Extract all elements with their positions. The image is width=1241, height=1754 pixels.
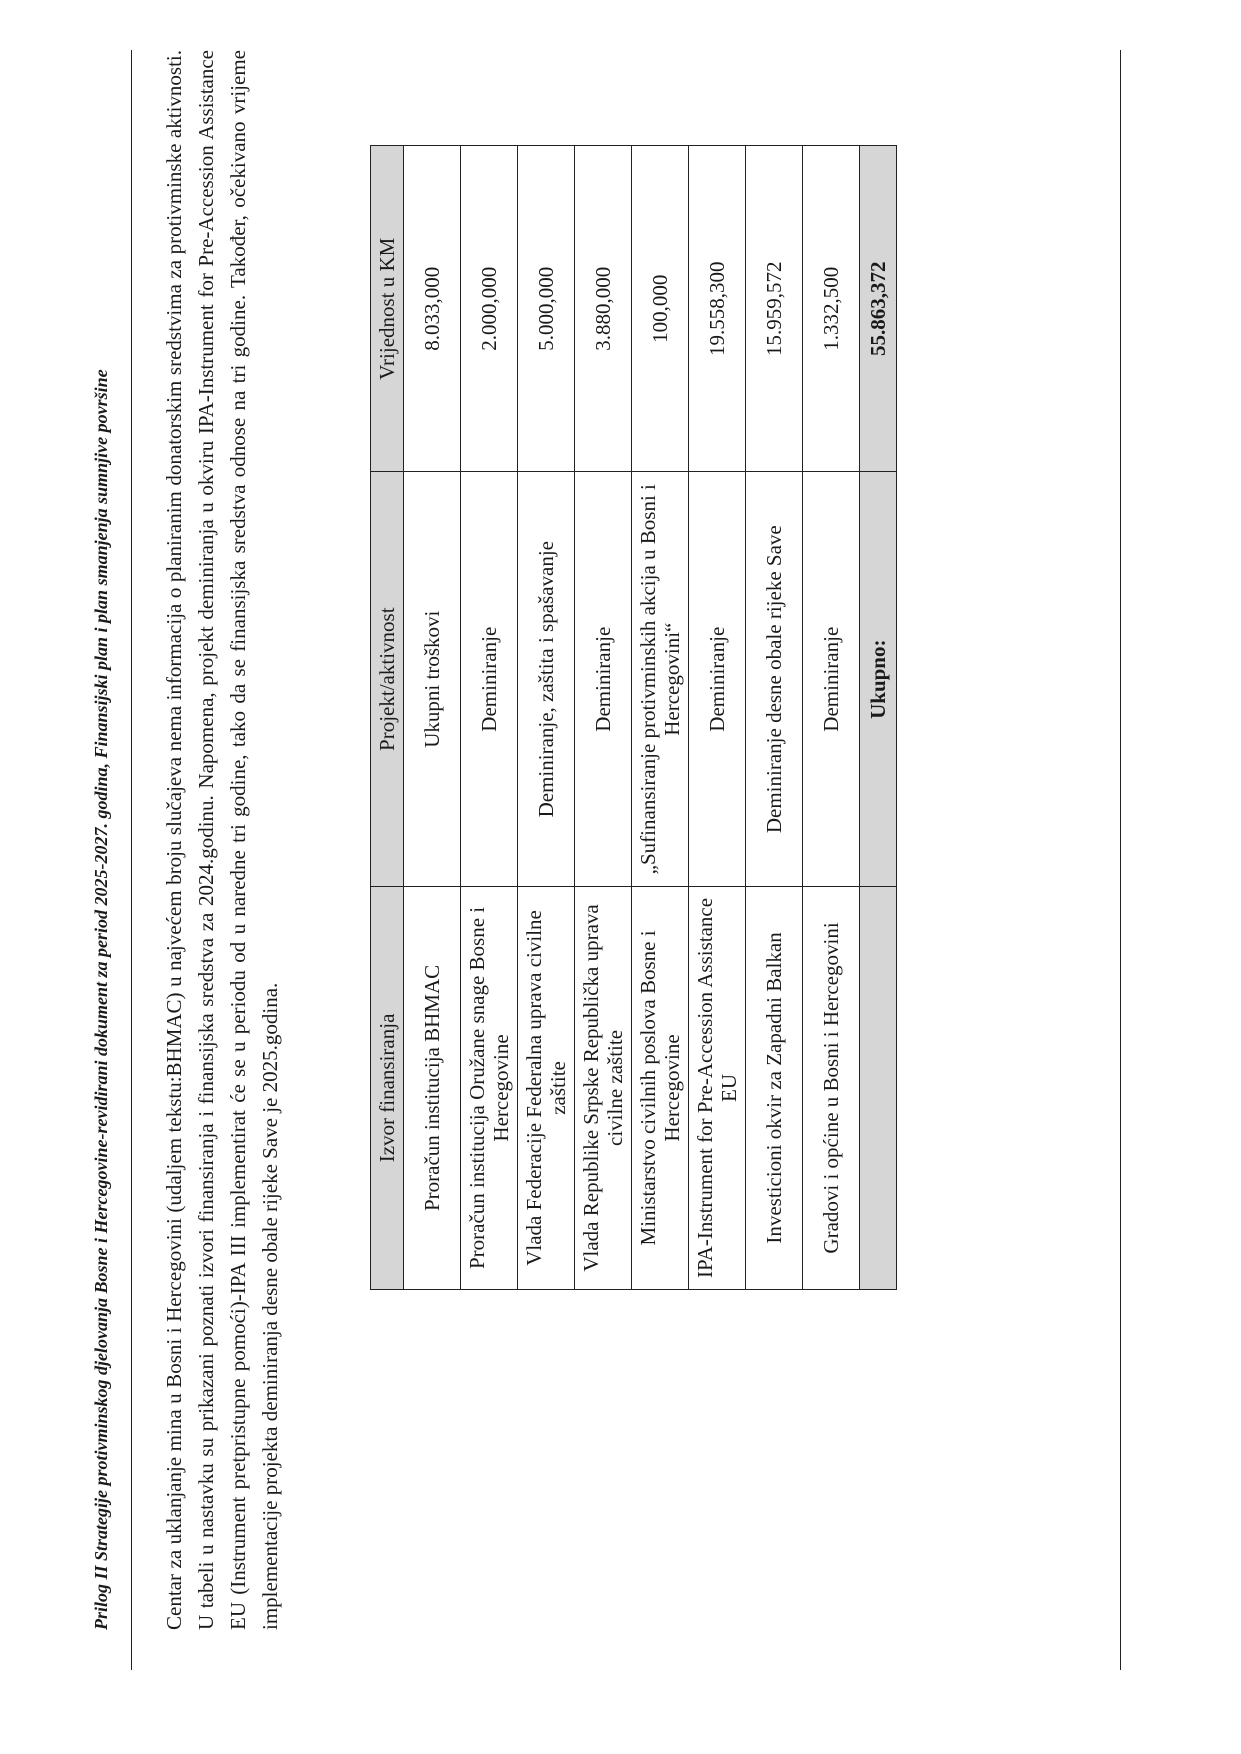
- column-header-source: Izvor finansiranja: [371, 886, 404, 1289]
- cell-project: Deminiranje desne obale rijeke Save: [746, 472, 803, 886]
- cell-source: Vlada Federacije Federalna uprava civilne zaštite: [518, 886, 575, 1289]
- cell-value: 100,000: [632, 146, 689, 473]
- cell-project: Deminiranje: [461, 472, 518, 886]
- cell-value: 8.033,000: [404, 146, 461, 473]
- table-row: [404, 146, 461, 1290]
- table-row: [689, 146, 746, 1290]
- cell-value: 3.880,000: [575, 146, 632, 473]
- column-header-value: Vrijednost u KM: [371, 146, 404, 473]
- cell-total-empty: [860, 886, 897, 1289]
- cell-project: „Sufinansiranje protivminskih akcija u Bosni i Hercegovini“: [632, 472, 689, 886]
- cell-source: Vlada Republike Srpske Republička uprava civilne zaštite: [575, 886, 632, 1289]
- cell-project: Deminiranje, zaštita i spašavanje: [518, 472, 575, 886]
- table-header-row: [371, 146, 404, 1290]
- cell-total-value: 55.863,372: [860, 146, 897, 473]
- financial-table: [370, 145, 897, 1290]
- cell-source: IPA-Instrument for Pre-Accession Assistance EU: [689, 886, 746, 1289]
- table-row: [803, 146, 860, 1290]
- cell-total-label: Ukupno:: [860, 472, 897, 886]
- page-header: Prilog II Strategije protivminskog djelovanja Bosne i Hercegovine-revidirani dokument za period 2025-2027. godina, Finansijski plan i plan smanjenja sumnjive površine: [70, 50, 132, 1670]
- cell-source: Proračun institucija Oružane snage Bosne i Hercegovine: [461, 886, 518, 1289]
- rotated-landscape-content: [70, 50, 1130, 1670]
- column-header-project: Projekt/aktivnost: [371, 472, 404, 886]
- intro-paragraph: Centar za uklanjanje mina u Bosni i Hercegovini (udaljem tekstu:BHMAC) u najvećem broju slučajeva nema informacija o planiranim donatorskim sredstvima za protivminske aktivnosti. U tabeli u nastavku su prikazani poznati izvori finansiranja i finansijska sredstva za 2024.godinu. Napomena, projekt deminiranja u okviru IPA-Instrument for Pre-Accession Assistance EU (Instrument pretpristupne pomoći)-IPA III implementirat će se u periodu od u naredne tri godine, tako da se finansijska sredstva odnose na tri godine. Također, očekivano vrijeme implementacije projekta deminiranja desne obale rijeke Save je 2025.godina.: [162, 50, 282, 1630]
- cell-project: Ukupni troškovi: [404, 472, 461, 886]
- cell-value: 19.558,300: [689, 146, 746, 473]
- table-total-row: [860, 146, 897, 1290]
- cell-source: Ministarstvo civilnih poslova Bosne i Hercegovine: [632, 886, 689, 1289]
- cell-source: Investicioni okvir za Zapadni Balkan: [746, 886, 803, 1289]
- cell-project: Deminiranje: [575, 472, 632, 886]
- table-row: [746, 146, 803, 1290]
- cell-source: Proračun institucija BHMAC: [404, 886, 461, 1289]
- cell-value: 5.000,000: [518, 146, 575, 473]
- cell-project: Deminiranje: [689, 472, 746, 886]
- cell-source: Gradovi i općine u Bosni i Hercegovini: [803, 886, 860, 1289]
- table-row: [632, 146, 689, 1290]
- cell-value: 1.332,500: [803, 146, 860, 473]
- cell-project: Deminiranje: [803, 472, 860, 886]
- table-row: [518, 146, 575, 1290]
- table-row: [575, 146, 632, 1290]
- cell-value: 2.000,000: [461, 146, 518, 473]
- table-row: [461, 146, 518, 1290]
- bottom-rule-divider: [1120, 50, 1121, 1670]
- cell-value: 15.959,572: [746, 146, 803, 473]
